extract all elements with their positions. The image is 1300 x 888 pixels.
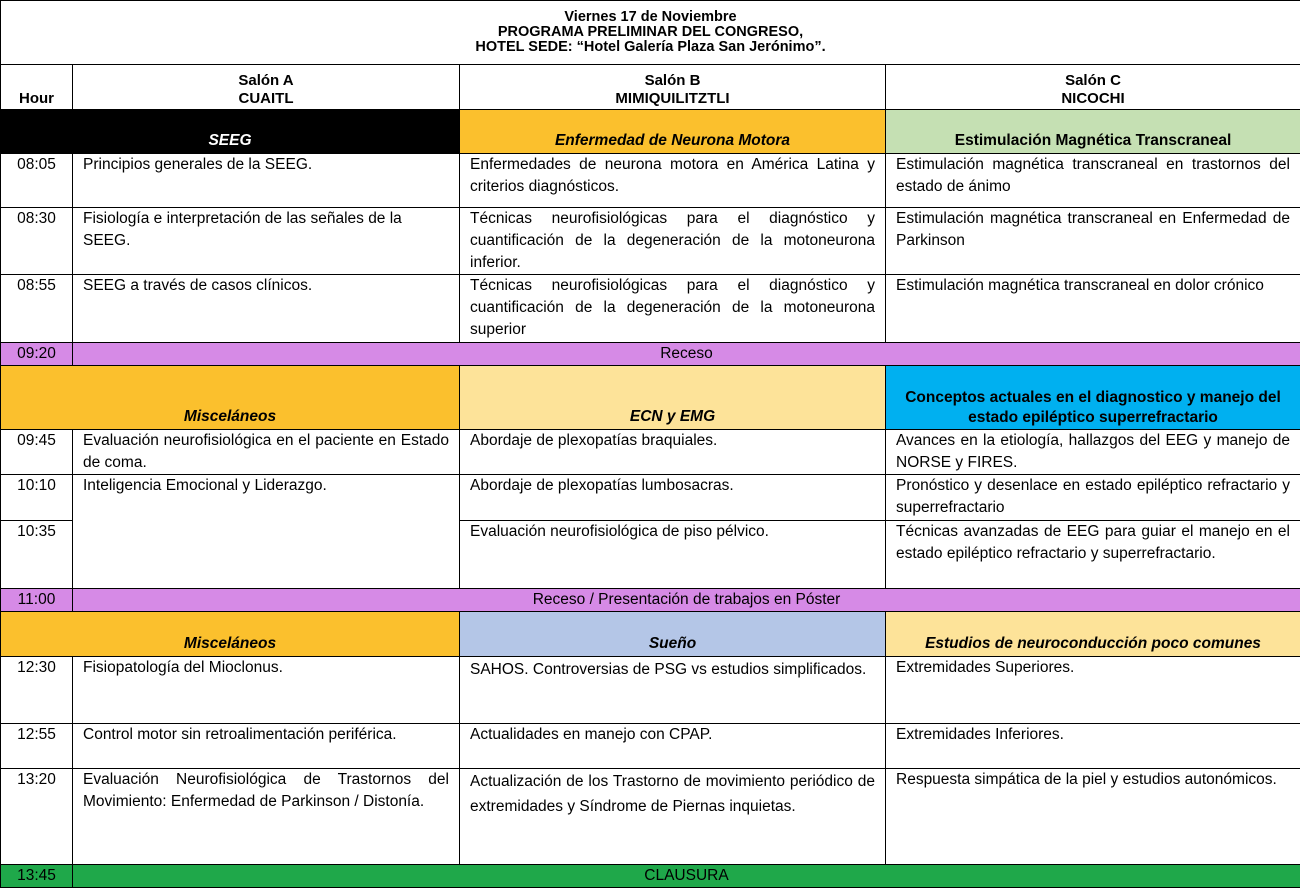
time-cell: 08:05: [1, 154, 73, 208]
talk-c: Estimulación magnética transcraneal en trastornos del estado de ánimo: [886, 154, 1300, 208]
time-cell: 10:10: [1, 475, 73, 521]
talk-c: Respuesta simpática de la piel y estudios autonómicos.: [886, 769, 1300, 865]
salon-a-header: [73, 65, 460, 110]
talk-b: Enfermedades de neurona motora en América Latina y criterios diagnósticos.: [460, 154, 886, 208]
session-title-row: [1, 612, 1300, 657]
talk-b: Abordaje de plexopatías lumbosacras.: [460, 475, 886, 521]
hour-header: Hour: [1, 65, 73, 110]
talk-b: SAHOS. Controversias de PSG vs estudios simplificados.: [460, 657, 886, 724]
talk-c: Pronóstico y desenlace en estado epiléptico refractario y superrefractario: [886, 475, 1300, 521]
program-header: [1, 1, 1300, 65]
talk-c: Estimulación magnética transcraneal en Enfermedad de Parkinson: [886, 208, 1300, 275]
header-date: Viernes 17 de Noviembre: [1, 10, 1300, 25]
time-cell: 08:30: [1, 208, 73, 275]
session-title-a: SEEG: [1, 110, 460, 154]
talk-a: Fisiología e interpretación de las señales de la SEEG.: [73, 208, 460, 275]
column-header-row: [1, 65, 1300, 110]
time-cell: 13:20: [1, 769, 73, 865]
salon-c-name: NICOCHI: [890, 90, 1296, 108]
session-title-a: Misceláneos: [1, 612, 460, 657]
salon-c-label: Salón C: [890, 72, 1296, 90]
time-cell: 12:30: [1, 657, 73, 724]
schedule-row: [1, 769, 1300, 865]
talk-a: Principios generales de la SEEG.: [73, 154, 460, 208]
schedule-row: [1, 154, 1300, 208]
session-title-row: [1, 366, 1300, 430]
header-venue: HOTEL SEDE: “Hotel Galería Plaza San Jerónimo”.: [1, 40, 1300, 55]
talk-c: Estimulación magnética transcraneal en dolor crónico: [886, 275, 1300, 343]
salon-c-header: [886, 65, 1300, 110]
session-title-a: Misceláneos: [1, 366, 460, 430]
salon-b-label: Salón B: [464, 72, 881, 90]
salon-b-header: [460, 65, 886, 110]
talk-a: Inteligencia Emocional y Liderazgo.: [73, 475, 460, 589]
break-row: [1, 589, 1300, 612]
session-title-b: Enfermedad de Neurona Motora: [460, 110, 886, 154]
salon-a-label: Salón A: [77, 72, 455, 90]
session-title-b: ECN y EMG: [460, 366, 886, 430]
talk-b: Técnicas neurofisiológicas para el diagnóstico y cuantificación de la degeneración de la motoneurona inferior.: [460, 208, 886, 275]
time-cell: 08:55: [1, 275, 73, 343]
talk-c: Avances en la etiología, hallazgos del EEG y manejo de NORSE y FIRES.: [886, 430, 1300, 475]
closing-row: [1, 865, 1300, 888]
session-title-b: Sueño: [460, 612, 886, 657]
talk-b: Abordaje de plexopatías braquiales.: [460, 430, 886, 475]
break-time: 11:00: [1, 589, 73, 612]
closing-time: 13:45: [1, 865, 73, 888]
break-row: [1, 343, 1300, 366]
closing-label: CLAUSURA: [73, 865, 1300, 888]
schedule-row: [1, 430, 1300, 475]
talk-b: Actualización de los Trastorno de movimiento periódico de extremidades y Síndrome de Piernas inquietas.: [460, 769, 886, 865]
talk-c: Extremidades Superiores.: [886, 657, 1300, 724]
header-program: PROGRAMA PRELIMINAR DEL CONGRESO,: [1, 25, 1300, 40]
schedule-row: [1, 724, 1300, 769]
talk-c: Extremidades Inferiores.: [886, 724, 1300, 769]
time-cell: 10:35: [1, 521, 73, 589]
session-title-c: Estudios de neuroconducción poco comunes: [886, 612, 1300, 657]
talk-b: Técnicas neurofisiológicas para el diagnóstico y cuantificación de la degeneración de la motoneurona superior: [460, 275, 886, 343]
talk-a: Control motor sin retroalimentación periférica.: [73, 724, 460, 769]
break-label: Receso / Presentación de trabajos en Póster: [73, 589, 1300, 612]
salon-b-name: MIMIQUILITZTLI: [464, 90, 881, 108]
time-cell: 09:45: [1, 430, 73, 475]
session-title-c: Conceptos actuales en el diagnostico y manejo del estado epiléptico superrefractario: [886, 366, 1300, 430]
time-cell: 12:55: [1, 724, 73, 769]
session-title-c: Estimulación Magnética Transcraneal: [886, 110, 1300, 154]
schedule-row: [1, 657, 1300, 724]
schedule-row: [1, 475, 1300, 521]
schedule-row: [1, 208, 1300, 275]
talk-a: Evaluación neurofisiológica en el paciente en Estado de coma.: [73, 430, 460, 475]
talk-a: Evaluación Neurofisiológica de Trastornos del Movimiento: Enfermedad de Parkinson / Distonía.: [73, 769, 460, 865]
talk-b: Actualidades en manejo con CPAP.: [460, 724, 886, 769]
talk-c: Técnicas avanzadas de EEG para guiar el manejo en el estado epiléptico refractario y superrefractario.: [886, 521, 1300, 589]
talk-b: Evaluación neurofisiológica de piso pélvico.: [460, 521, 886, 589]
break-time: 09:20: [1, 343, 73, 366]
session-title-row: [1, 110, 1300, 154]
talk-a: Fisiopatología del Mioclonus.: [73, 657, 460, 724]
talk-a: SEEG a través de casos clínicos.: [73, 275, 460, 343]
schedule-row: [1, 275, 1300, 343]
salon-a-name: CUAITL: [77, 90, 455, 108]
break-label: Receso: [73, 343, 1300, 366]
